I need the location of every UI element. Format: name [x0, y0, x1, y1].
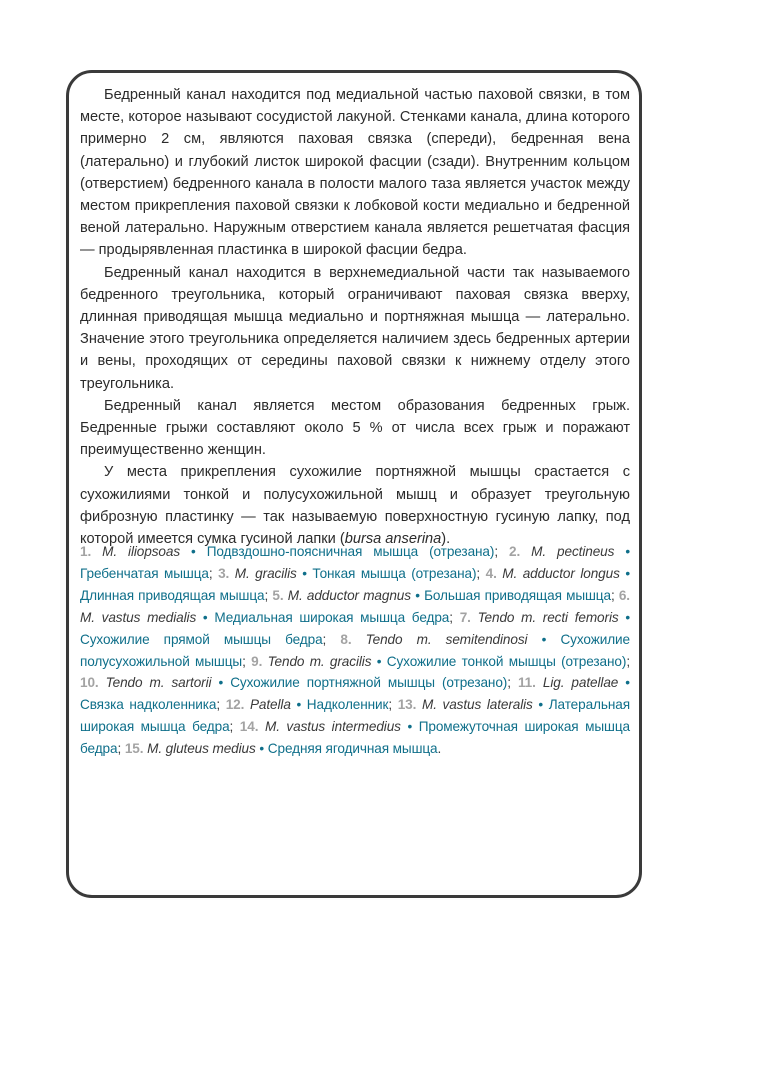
legend-number: 5.	[272, 587, 284, 603]
legend-russian-name: Медиальная широкая мышца бедра	[214, 609, 450, 625]
legend-separator: •	[259, 741, 265, 757]
legend-latin-name: M. vastus intermedius	[264, 719, 401, 735]
legend-latin-name: Tendo m. recti femoris	[477, 609, 619, 625]
legend-number: 2.	[509, 544, 521, 559]
legend-separator: •	[415, 587, 420, 603]
legend-number: 8.	[340, 631, 352, 647]
legend-punctuation: ;	[388, 697, 398, 713]
legend-number: 4.	[485, 565, 497, 581]
legend-punctuation: ;	[229, 719, 240, 735]
legend-latin-name: M. gluteus medius	[147, 741, 256, 757]
legend-separator: •	[541, 631, 547, 647]
legend-russian-name: Сухожилие полусухожильной мышцы	[80, 631, 630, 669]
legend-latin-name: M. vastus medialis	[80, 609, 197, 625]
legend-punctuation: .	[437, 741, 442, 757]
legend-item	[80, 675, 518, 690]
legend-separator: •	[625, 544, 630, 559]
paragraph-4-text: У места прикрепления сухожилие портняжной мышцы срастается с сухожилиями тонкой и полусухожильной мышц и образует треугольную фиброзную пластинку — так называемую поверхностную гусиную лапку, под которой имеется сумка гусиной лапки (	[80, 464, 630, 548]
legend-number: 7.	[459, 609, 471, 625]
legend-russian-name: Длинная приводящая мышца	[80, 587, 265, 603]
legend-latin-name: Tendo m. semitendinosi	[365, 631, 528, 647]
legend-russian-name: Связка надколенника	[80, 697, 217, 713]
legend-latin-name: M. vastus lateralis	[421, 697, 533, 713]
legend-russian-name: Подвздошно-поясничная мышца (отрезана)	[206, 544, 495, 559]
legend-latin-name: M. pectineus	[531, 544, 615, 559]
legend-separator: •	[376, 653, 382, 669]
legend-separator: •	[625, 609, 630, 625]
legend-punctuation: ;	[242, 653, 252, 669]
legend-item	[226, 697, 398, 712]
legend-separator: •	[407, 719, 413, 735]
figure-legend	[80, 541, 630, 760]
legend-item	[80, 544, 509, 559]
legend-russian-name: Большая приводящая мышца	[424, 587, 611, 603]
body-text	[80, 84, 630, 550]
legend-latin-name: M. iliopsoas	[102, 544, 181, 559]
legend-russian-name: Сухожилие прямой мышцы бедра	[80, 631, 323, 647]
legend-item	[272, 588, 618, 603]
legend-punctuation: ;	[507, 675, 518, 691]
paragraph-2: Бедренный канал находится в верхнемедиальной части так называемого бедренного треугольника, который ограничивают паховая связка вверху, длинная приводящая мышца медиально и портняжная мышца — латерально. Значение этого треугольника определяется наличием здесь бедренных артерии и вены, проходящих от середины паховой связки к нижнему отделу этого треугольника.	[80, 264, 630, 392]
legend-number: 1.	[80, 544, 92, 559]
legend-item	[125, 741, 441, 756]
legend-item	[218, 566, 486, 581]
legend-latin-name: Tendo m. sartorii	[105, 675, 212, 691]
legend-russian-name: Сухожилие тонкой мышцы (отрезано)	[386, 653, 627, 669]
legend-latin-name: M. gracilis	[234, 565, 297, 581]
legend-number: 3.	[218, 565, 230, 581]
legend-punctuation: ;	[322, 631, 341, 647]
legend-russian-name: Тонкая мышца (отрезана)	[312, 565, 477, 581]
legend-russian-name: Средняя ягодичная мышца	[267, 741, 438, 757]
legend-separator: •	[302, 565, 307, 581]
legend-separator: •	[191, 544, 196, 559]
legend-russian-name: Надколенник	[306, 697, 389, 713]
legend-russian-name: Латеральная широкая мышца бедра	[80, 697, 630, 735]
legend-item	[251, 654, 630, 669]
legend-russian-name: Сухожилие портняжной мышцы (отрезано)	[230, 675, 508, 691]
legend-punctuation: ;	[494, 544, 509, 559]
legend-punctuation: ;	[449, 609, 460, 625]
legend-latin-name: Tendo m. gracilis	[267, 653, 372, 669]
paragraph-3: Бедренный канал является местом образования бедренных грыж. Бедренные грыжи составляют около 5 % от числа всех грыж и поражают преимущественно женщин.	[80, 397, 630, 459]
paragraph-4	[80, 461, 630, 550]
legend-punctuation: ;	[117, 741, 125, 757]
legend-punctuation: ;	[208, 565, 219, 581]
legend-number: 9.	[251, 653, 263, 669]
legend-separator: •	[202, 609, 208, 625]
legend-number: 11.	[517, 675, 536, 691]
paragraph-4-latin-term: bursa anserina	[344, 531, 442, 548]
paragraph-1: Бедренный канал находится под медиальной частью паховой связки, в том месте, которое называют сосудистой лакуной. Стенками канала, длина которого примерно 2 см, являются паховая связка (спереди), бедренная вена (латерально) и глубокий листок широкой фасции (сзади). Внутренним кольцом (отверстием) бедренного канала в полости малого таза является участок между местом прикрепления паховой связки к лобковой кости медиально и бедренной веной латерально. Наружным отверстием канала является решетчатая фасция — продырявленная пластинка в широкой фасции бедра.	[80, 87, 630, 259]
legend-separator: •	[538, 697, 544, 713]
legend-separator: •	[625, 675, 630, 691]
legend-punctuation: ;	[610, 587, 619, 603]
paragraph-4-text-end: ).	[441, 531, 451, 548]
legend-punctuation: ;	[264, 587, 273, 603]
legend-latin-name: Patella	[249, 697, 291, 713]
legend-number: 13.	[397, 697, 417, 713]
legend-separator: •	[625, 565, 630, 581]
legend-latin-name: M. adductor magnus	[287, 587, 411, 603]
legend-punctuation: ;	[626, 653, 630, 669]
legend-number: 10.	[80, 675, 99, 691]
legend-separator: •	[218, 675, 224, 691]
legend-separator: •	[296, 697, 302, 713]
legend-latin-name: Lig. patellae	[542, 675, 619, 691]
legend-number: 12.	[225, 697, 245, 713]
legend-latin-name: M. adductor longus	[502, 565, 620, 581]
legend-russian-name: Промежуточная широкая мышца бедра	[80, 719, 631, 757]
legend-russian-name: Гребенчатая мышца	[80, 565, 209, 581]
legend-punctuation: ;	[476, 565, 486, 581]
legend-number: 6.	[618, 587, 630, 603]
legend-number: 14.	[239, 719, 259, 735]
legend-punctuation: ;	[216, 697, 226, 713]
legend-number: 15.	[124, 741, 144, 757]
